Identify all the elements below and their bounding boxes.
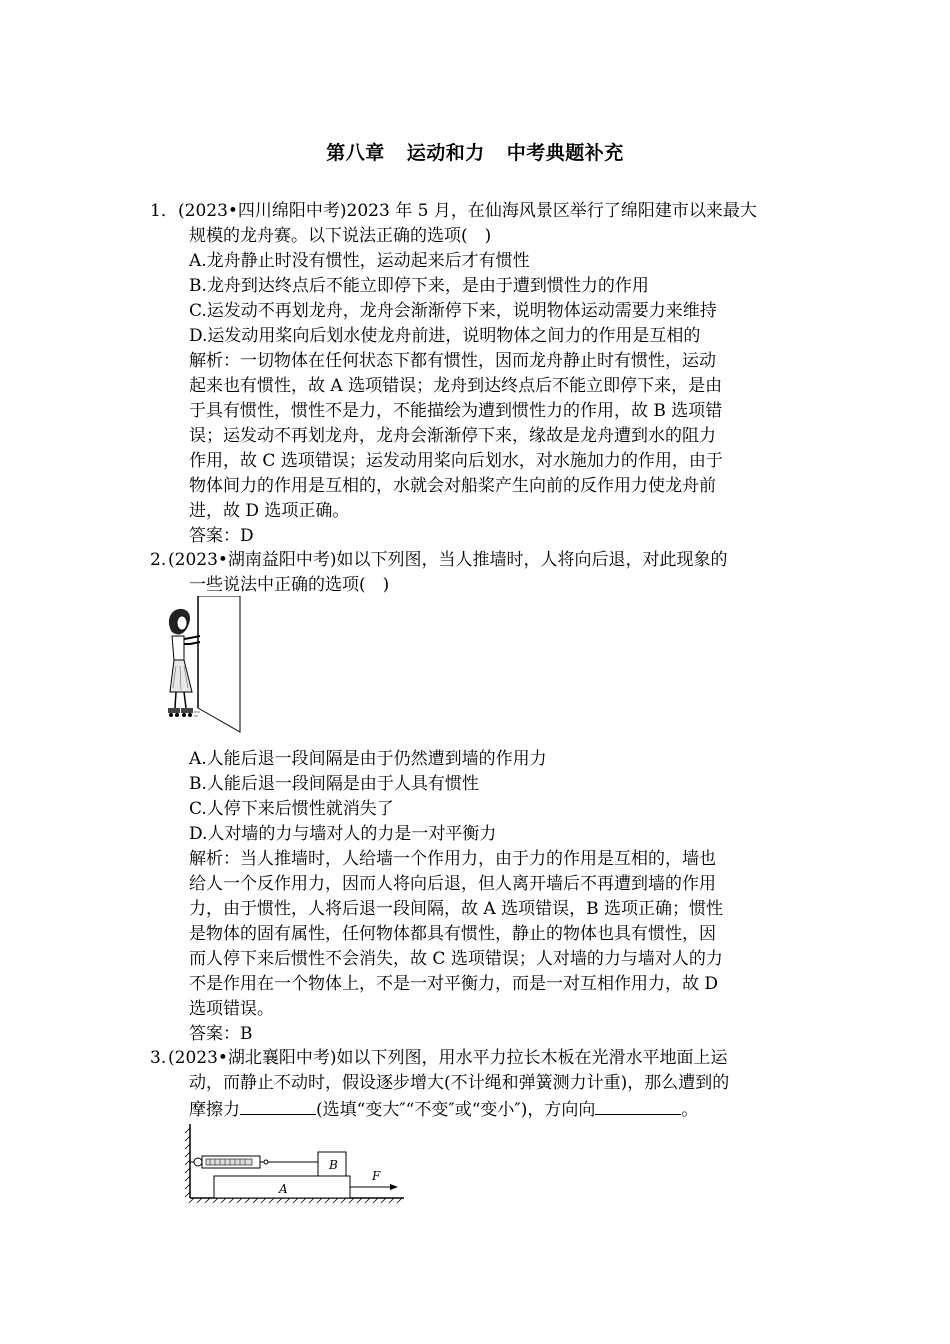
question-stem-line: 规模的龙舟赛。以下说法正确的选项( ) [189, 226, 492, 246]
answer-text: 答案：D [189, 526, 254, 546]
analysis-line: 进，故 D 选项正确。 [189, 501, 350, 521]
question-stem-line [189, 1096, 698, 1123]
option-c: C.人停下来后惯性就消失了 [189, 799, 394, 819]
question-stem-line: (2023•四川绵阳中考)2023 年 5 月，在仙海风景区举行了绵阳建市以来最大 [178, 201, 757, 221]
force-f-label: F [372, 1169, 381, 1183]
option-b: B.人能后退一段间隔是由于人具有惯性 [189, 774, 479, 794]
stem-suffix: 。 [681, 1100, 699, 1120]
option-d: D.运发动用桨向后划水使龙舟前进，说明物体之间力的作用是互相的 [189, 326, 701, 346]
page-title [0, 138, 950, 165]
option-c: C.运发动不再划龙舟，龙舟会渐渐停下来，说明物体运动需要力来维持 [189, 301, 717, 321]
question-stem-line: 一些说法中正确的选项( ) [189, 575, 390, 595]
analysis-line: 不是作用在一个物体上，不是一对平衡力，而是一对互相作用力，故 D [189, 974, 719, 994]
question-stem-line: 动，而静止不动时，假设逐步增大(不计绳和弹簧测力计重)，那么遭到的 [189, 1073, 730, 1093]
answer-text: 答案：B [189, 1024, 253, 1044]
analysis-line: 起来也有惯性，故 A 选项错误；龙舟到达终点后不能立即停下来，是由 [189, 376, 723, 396]
analysis-line: 作用，故 C 选项错误；运发动用桨向后划水，对水施加力的作用，由于 [189, 451, 723, 471]
title-chapter: 第八章 [326, 142, 385, 164]
question-stem-line: (2023•湖南益阳中考)如以下列图，当人推墙时，人将向后退，对此现象的 [168, 550, 728, 570]
option-d: D.人对墙的力与墙对人的力是一对平衡力 [189, 824, 497, 844]
analysis-line: 是物体的固有属性，任何物体都具有惯性，静止的物体也具有惯性，因 [189, 924, 716, 944]
question-number: 3. [150, 1048, 167, 1068]
title-unit: 运动和力 [406, 142, 485, 164]
answer-blank-2[interactable] [595, 1096, 681, 1115]
question-number: 1． [150, 201, 178, 221]
analysis-line: 解析：当人推墙时，人给墙一个作用力，由于力的作用是互相的，墙也 [189, 849, 716, 869]
option-b: B.龙舟到达终点后不能立即停下来，是由于遭到惯性力的作用 [189, 276, 649, 296]
analysis-line: 解析：一切物体在任何状态下都有惯性，因而龙舟静止时有惯性，运动 [189, 351, 716, 371]
title-subtitle: 中考典题补充 [506, 142, 624, 164]
block-b-label: B [329, 1158, 338, 1172]
analysis-line: 于具有惯性，惯性不是力，不能描绘为遭到惯性力的作用，故 B 选项错 [189, 401, 723, 421]
person-pushing-wall-figure [160, 596, 244, 736]
stem-middle: (选填“变大″“不变″或“变小″)，方向向 [316, 1100, 596, 1120]
answer-blank-1[interactable] [240, 1096, 316, 1115]
option-a: A.龙舟静止时没有惯性，运动起来后才有惯性 [189, 251, 530, 271]
analysis-line: 力，由于惯性，人将后退一段间隔，故 A 选项错误，B 选项正确；惯性 [189, 899, 723, 919]
analysis-line: 选项错误。 [189, 999, 274, 1019]
option-a: A.人能后退一段间隔是由于仍然遭到墙的作用力 [189, 749, 547, 769]
analysis-line: 给人一个反作用力，因而人将向后退，但人离开墙后不再遭到墙的作用 [189, 874, 716, 894]
analysis-line: 而人停下来后惯性不会消失，故 C 选项错误；人对墙的力与墙对人的力 [189, 949, 723, 969]
question-stem-line: (2023•湖北襄阳中考)如以下列图，用水平力拉长木板在光滑水平地面上运 [168, 1048, 728, 1068]
spring-scale-blocks-figure [182, 1120, 412, 1206]
analysis-line: 误；运发动不再划龙舟，龙舟会渐渐停下来，缘故是龙舟遭到水的阻力 [189, 426, 716, 446]
analysis-line: 物体间力的作用是互相的，水就会对船桨产生向前的反作用力使龙舟前 [189, 476, 716, 496]
stem-prefix: 摩擦力 [189, 1100, 240, 1120]
question-number: 2. [150, 550, 167, 570]
block-a-label: A [279, 1182, 288, 1196]
